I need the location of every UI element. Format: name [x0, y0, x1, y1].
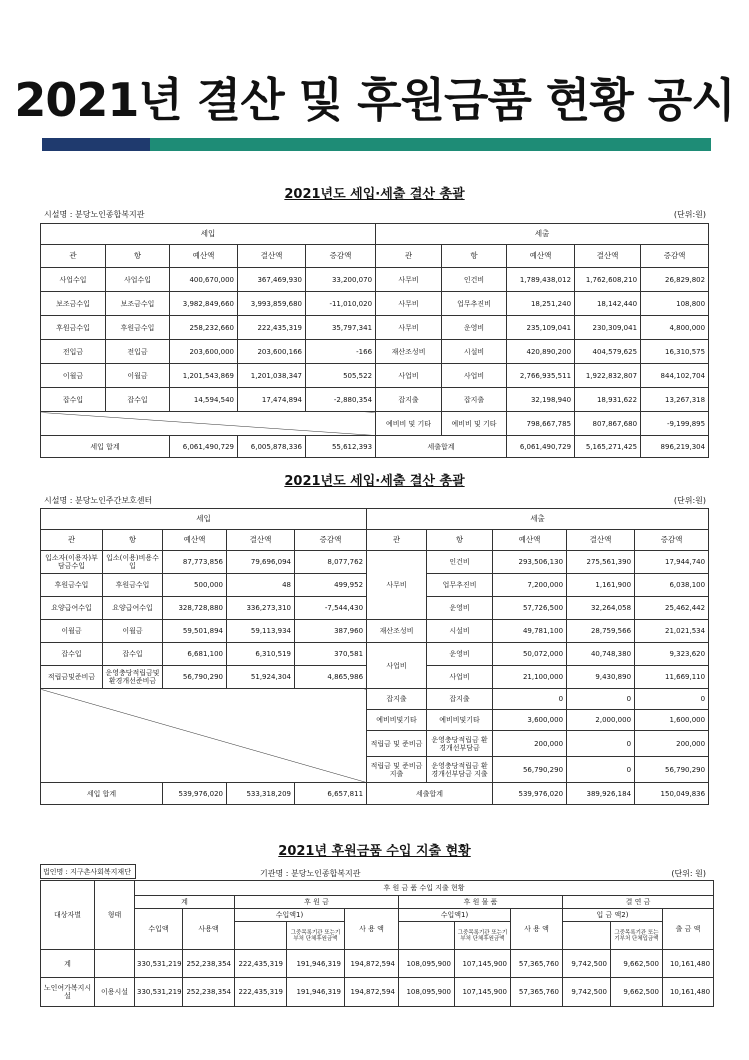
- column-header: 예산액: [507, 245, 575, 268]
- title-underline-right: [150, 138, 711, 151]
- top-header: 후 원 금 품 수입 지출 현황: [135, 881, 714, 896]
- table-cell: 입소(이용)비용수입: [103, 551, 163, 574]
- column-header: 증감액: [306, 245, 376, 268]
- table-cell: 9,662,500: [611, 950, 663, 978]
- table-cell: 14,594,540: [170, 388, 238, 412]
- column-header: 관: [41, 530, 103, 551]
- table-cell: 387,960: [295, 620, 367, 643]
- expense-total-label: 세출합계: [367, 783, 493, 805]
- column-header: 증감액: [635, 530, 709, 551]
- table-cell: 사업수입: [106, 268, 170, 292]
- table-cell: 370,581: [295, 643, 367, 666]
- goods-income-blank: [399, 922, 455, 950]
- table-cell: 33,200,070: [306, 268, 376, 292]
- table-cell: 13,267,318: [641, 388, 709, 412]
- group-money: 후 원 금: [235, 896, 399, 909]
- table-cell: 1,201,038,347: [238, 364, 306, 388]
- column-header: 증감액: [295, 530, 367, 551]
- section1-facility: 시설명 : 분당노인종합복지관: [44, 210, 145, 219]
- table-row: [41, 292, 709, 316]
- table-cell: 4,865,986: [295, 666, 367, 689]
- table-cell: 191,946,319: [287, 978, 345, 1007]
- table-row: [41, 268, 709, 292]
- table-cell: 108,095,900: [399, 978, 455, 1007]
- income-total-diff: 6,657,811: [295, 783, 367, 805]
- column-header: 결산액: [567, 530, 635, 551]
- section1-unit: (단위:원): [673, 210, 706, 219]
- expense-header: 세출: [367, 509, 709, 530]
- table-cell: 0: [493, 689, 567, 710]
- table-cell: 사무비: [376, 292, 442, 316]
- section3-table: [40, 880, 714, 1007]
- table-cell: 1,600,000: [635, 710, 709, 731]
- table-cell: 87,773,856: [163, 551, 227, 574]
- table-cell: 798,667,785: [507, 412, 575, 436]
- table-cell: 예비비 및 기타: [442, 412, 507, 436]
- table-cell: 6,310,519: [227, 643, 295, 666]
- table-row: [41, 388, 709, 412]
- table-row: [41, 316, 709, 340]
- table-cell: 예비비및기타: [427, 710, 493, 731]
- table-cell: 잡수입: [41, 643, 103, 666]
- column-header: 예산액: [170, 245, 238, 268]
- table-cell: 28,759,566: [567, 620, 635, 643]
- section3-unit: (단위: 원): [671, 869, 706, 878]
- table-cell: 사업비: [427, 666, 493, 689]
- table-cell: 17,944,740: [635, 551, 709, 574]
- table-cell: 업무추진비: [442, 292, 507, 316]
- table-cell: 57,365,760: [511, 978, 563, 1007]
- table-cell: 336,273,310: [227, 597, 295, 620]
- expense-total-budget: 539,976,020: [493, 783, 567, 805]
- table-cell: 1,201,543,869: [170, 364, 238, 388]
- table-cell: 32,264,058: [567, 597, 635, 620]
- table-row: [41, 364, 709, 388]
- table-cell: 이월금: [41, 620, 103, 643]
- table-cell: -2,880,354: [306, 388, 376, 412]
- table-cell: 예비비 및 기타: [376, 412, 442, 436]
- table-cell: 330,531,219: [135, 950, 183, 978]
- table-cell: 입소자(이용자)부담금수입: [41, 551, 103, 574]
- table-cell: 35,797,341: [306, 316, 376, 340]
- table-cell: 9,742,500: [563, 978, 611, 1007]
- table-cell: 107,145,900: [455, 978, 511, 1007]
- table-cell: 222,435,319: [235, 950, 287, 978]
- table-cell: 보조금수입: [41, 292, 106, 316]
- total-income: 수입액: [135, 909, 183, 950]
- table-cell: 운영비: [442, 316, 507, 340]
- column-header: 관: [41, 245, 106, 268]
- settle-outgo: 출 금 액: [663, 909, 714, 950]
- column-header: 증감액: [641, 245, 709, 268]
- table-cell: 9,662,500: [611, 978, 663, 1007]
- table-cell: 요양급여수입: [41, 597, 103, 620]
- table-cell: 330,531,219: [135, 978, 183, 1007]
- table-cell: 200,000: [493, 731, 567, 757]
- table-cell: 계: [41, 950, 95, 978]
- table-cell: 4,800,000: [641, 316, 709, 340]
- table-cell: 258,232,660: [170, 316, 238, 340]
- title-underline-left: [42, 138, 150, 151]
- expense-total-label: 세출합계: [376, 436, 507, 458]
- table-cell: [95, 950, 135, 978]
- table-cell: 후원금수입: [106, 316, 170, 340]
- column-header: 결산액: [575, 245, 641, 268]
- goods-income: 수입액1): [399, 909, 511, 922]
- table-cell: 6,681,100: [163, 643, 227, 666]
- table-cell: 3,600,000: [493, 710, 567, 731]
- table-cell: 재산조성비: [376, 340, 442, 364]
- table-cell: 9,323,620: [635, 643, 709, 666]
- table-cell: 500,000: [163, 574, 227, 597]
- table-row: [41, 950, 714, 978]
- table-cell: 예비비및기타: [367, 710, 427, 731]
- column-header: 결산액: [227, 530, 295, 551]
- table-cell: 56,790,290: [635, 757, 709, 783]
- table-cell: 222,435,319: [235, 978, 287, 1007]
- section2-unit: (단위:원): [673, 496, 706, 505]
- table-cell: 잡지출: [442, 388, 507, 412]
- expense-total-settle: 389,926,184: [567, 783, 635, 805]
- total-spend: 사용액: [183, 909, 235, 950]
- table-cell: 40,748,380: [567, 643, 635, 666]
- col-target: 대상자별: [41, 881, 95, 950]
- table-cell: 51,924,304: [227, 666, 295, 689]
- table-cell: 367,469,930: [238, 268, 306, 292]
- table-cell: 203,600,166: [238, 340, 306, 364]
- table-cell: -166: [306, 340, 376, 364]
- expense-total-diff: 150,049,836: [635, 783, 709, 805]
- income-total-label: 세입 합계: [41, 783, 163, 805]
- col-type: 형태: [95, 881, 135, 950]
- table-cell: 재산조성비: [367, 620, 427, 643]
- table-cell: 50,072,000: [493, 643, 567, 666]
- table-cell: 이월금: [103, 620, 163, 643]
- table-cell: 222,435,319: [238, 316, 306, 340]
- corp-name: 법인명 : 지구촌사회복지재단: [41, 865, 136, 879]
- income-total-settle: 533,318,209: [227, 783, 295, 805]
- table-cell: 200,000: [635, 731, 709, 757]
- table-cell: 1,161,900: [567, 574, 635, 597]
- table-cell: 7,200,000: [493, 574, 567, 597]
- group-goods: 후 원 물 품: [399, 896, 563, 909]
- table-cell: 잡지출: [367, 689, 427, 710]
- goods-spend: 사 용 액: [511, 909, 563, 950]
- table-cell: 230,309,041: [575, 316, 641, 340]
- table-cell: -11,010,020: [306, 292, 376, 316]
- table-cell: 이월금: [106, 364, 170, 388]
- column-header: 항: [103, 530, 163, 551]
- column-header: 예산액: [493, 530, 567, 551]
- table-row: [41, 340, 709, 364]
- table-cell: 9,742,500: [563, 950, 611, 978]
- table-cell: 사무비: [376, 316, 442, 340]
- table-cell: 인건비: [427, 551, 493, 574]
- table-cell: 275,561,390: [567, 551, 635, 574]
- table-cell: 400,670,000: [170, 268, 238, 292]
- table-cell: 21,021,534: [635, 620, 709, 643]
- table-cell: 26,829,802: [641, 268, 709, 292]
- income-total-diff: 55,612,393: [306, 436, 376, 458]
- table-cell: 79,696,094: [227, 551, 295, 574]
- table-cell: 운영충당적립금및환경개선준비금: [103, 666, 163, 689]
- income-total-budget: 6,061,490,729: [170, 436, 238, 458]
- money-spend: 사 용 액: [345, 909, 399, 950]
- table-cell: 운영비: [427, 597, 493, 620]
- table-cell: 203,600,000: [170, 340, 238, 364]
- table-cell: 191,946,319: [287, 950, 345, 978]
- table-cell: 56,790,290: [163, 666, 227, 689]
- table-cell: 보조금수입: [106, 292, 170, 316]
- column-header: 항: [106, 245, 170, 268]
- expense-total-budget: 6,061,490,729: [507, 436, 575, 458]
- section2-title: 2021년도 세입·세출 결산 총괄: [284, 474, 465, 489]
- table-cell: 1,789,438,012: [507, 268, 575, 292]
- table-cell: 293,506,130: [493, 551, 567, 574]
- table-cell: 시설비: [427, 620, 493, 643]
- table-cell: 3,993,859,680: [238, 292, 306, 316]
- table-cell: 사업비: [442, 364, 507, 388]
- table-cell: 요양급여수입: [103, 597, 163, 620]
- empty-diagonal-cell: [41, 689, 367, 783]
- table-cell: 전입금: [106, 340, 170, 364]
- table-cell: 807,867,680: [575, 412, 641, 436]
- group-total: 계: [135, 896, 235, 909]
- column-header: 관: [376, 245, 442, 268]
- table-cell: 인건비: [442, 268, 507, 292]
- table-cell: 59,113,934: [227, 620, 295, 643]
- table-row: [41, 689, 709, 710]
- table-cell: 0: [567, 757, 635, 783]
- table-cell: 505,522: [306, 364, 376, 388]
- table-cell: 시설비: [442, 340, 507, 364]
- table-cell: 49,781,100: [493, 620, 567, 643]
- table-cell: 18,251,240: [507, 292, 575, 316]
- table-cell: 운영충당적립금 환경개선부담금: [427, 731, 493, 757]
- section2-table: [40, 508, 709, 805]
- table-cell: 적립금및준비금: [41, 666, 103, 689]
- income-header: 세입: [41, 509, 367, 530]
- table-row: [41, 551, 709, 574]
- settle-income: 입 금 액2): [563, 909, 663, 922]
- settle-community: 그중목록기관 또는기부처 단체입금액: [611, 922, 663, 950]
- table-cell: 잡수입: [103, 643, 163, 666]
- table-cell: 18,142,440: [575, 292, 641, 316]
- table-cell: 25,462,442: [635, 597, 709, 620]
- table-cell: 6,038,100: [635, 574, 709, 597]
- table-cell: 0: [635, 689, 709, 710]
- table-cell: 107,145,900: [455, 950, 511, 978]
- table-cell: 후원금수입: [41, 574, 103, 597]
- table-cell: 235,109,041: [507, 316, 575, 340]
- table-cell: 업무추진비: [427, 574, 493, 597]
- table-cell: 108,800: [641, 292, 709, 316]
- group-settle: 결 연 금: [563, 896, 714, 909]
- income-header: 세입: [41, 224, 376, 245]
- column-header: 항: [427, 530, 493, 551]
- table-cell: 194,872,594: [345, 978, 399, 1007]
- table-cell: 48: [227, 574, 295, 597]
- table-cell: 404,579,625: [575, 340, 641, 364]
- table-cell: 10,161,480: [663, 978, 714, 1007]
- section3-title: 2021년 후원금품 수입 지출 현황: [278, 844, 471, 859]
- table-cell: 11,669,110: [635, 666, 709, 689]
- table-cell: 사업수입: [41, 268, 106, 292]
- table-cell: 8,077,762: [295, 551, 367, 574]
- table-cell: 후원금수입: [41, 316, 106, 340]
- table-cell: 전입금: [41, 340, 106, 364]
- table-cell: 2,000,000: [567, 710, 635, 731]
- table-cell: 노인여가복지시설: [41, 978, 95, 1007]
- income-total-label: 세입 합계: [41, 436, 170, 458]
- table-cell: 0: [567, 689, 635, 710]
- table-cell: 59,501,894: [163, 620, 227, 643]
- table-cell: 328,728,880: [163, 597, 227, 620]
- table-cell: 17,474,894: [238, 388, 306, 412]
- table-cell: 57,365,760: [511, 950, 563, 978]
- table-cell: -7,544,430: [295, 597, 367, 620]
- table-cell: 252,238,354: [183, 950, 235, 978]
- table-cell: -9,199,895: [641, 412, 709, 436]
- table-cell: 499,952: [295, 574, 367, 597]
- table-cell: 이월금: [41, 364, 106, 388]
- settle-income-blank: [563, 922, 611, 950]
- expense-total-diff: 896,219,304: [641, 436, 709, 458]
- table-cell: 잡지출: [376, 388, 442, 412]
- column-header: 관: [367, 530, 427, 551]
- column-header: 결산액: [238, 245, 306, 268]
- table-cell: 18,931,622: [575, 388, 641, 412]
- page-title: 2021년 결산 및 후원금품 현황 공시: [14, 73, 735, 127]
- empty-diagonal-cell: [41, 412, 376, 436]
- table-cell: 잡수입: [41, 388, 106, 412]
- table-cell: 21,100,000: [493, 666, 567, 689]
- table-cell: 잡수입: [106, 388, 170, 412]
- table-cell: 0: [567, 731, 635, 757]
- table-row: [41, 643, 709, 666]
- section1-title: 2021년도 세입·세출 결산 총괄: [284, 187, 465, 202]
- money-income-blank: [235, 922, 287, 950]
- table-cell: 2,766,935,511: [507, 364, 575, 388]
- expense-total-settle: 5,165,271,425: [575, 436, 641, 458]
- table-cell: 252,238,354: [183, 978, 235, 1007]
- table-cell: 194,872,594: [345, 950, 399, 978]
- table-cell: 사무비: [367, 551, 427, 620]
- table-cell: 후원금수입: [103, 574, 163, 597]
- goods-community: 그중목록기관 또는기부처 단체후원금액: [455, 922, 511, 950]
- table-cell: 적립금 및 준비금: [367, 731, 427, 757]
- income-total-settle: 6,005,878,336: [238, 436, 306, 458]
- column-header: 항: [442, 245, 507, 268]
- table-cell: 420,890,200: [507, 340, 575, 364]
- table-cell: 56,790,290: [493, 757, 567, 783]
- table-cell: 적립금 및 준비금 지출: [367, 757, 427, 783]
- expense-header: 세출: [376, 224, 709, 245]
- section2-facility: 시설명 : 분당노인주간보호센터: [44, 496, 153, 505]
- table-cell: 사업비: [376, 364, 442, 388]
- table-cell: 108,095,900: [399, 950, 455, 978]
- table-row: [41, 978, 714, 1007]
- table-cell: 잡지출: [427, 689, 493, 710]
- table-cell: 운영비: [427, 643, 493, 666]
- column-header: 예산액: [163, 530, 227, 551]
- money-income: 수입액1): [235, 909, 345, 922]
- table-cell: 32,198,940: [507, 388, 575, 412]
- table-cell: 운영충당적립금 환경개선부담금 지출: [427, 757, 493, 783]
- table-cell: 10,161,480: [663, 950, 714, 978]
- table-cell: 사무비: [376, 268, 442, 292]
- table-row: [41, 620, 709, 643]
- table-cell: 16,310,575: [641, 340, 709, 364]
- table-cell: 844,102,704: [641, 364, 709, 388]
- table-cell: 57,726,500: [493, 597, 567, 620]
- table-cell: 9,430,890: [567, 666, 635, 689]
- section1-table: [40, 223, 709, 458]
- corp-name-box: [40, 864, 136, 879]
- agency-name: 기관명 : 분당노인종합복지관: [260, 869, 361, 878]
- income-total-budget: 539,976,020: [163, 783, 227, 805]
- table-cell: 사업비: [367, 643, 427, 689]
- table-cell: 이용시설: [95, 978, 135, 1007]
- table-cell: 1,762,608,210: [575, 268, 641, 292]
- money-community: 그중목록기관 또는기부처 단체후원금액: [287, 922, 345, 950]
- table-cell: 1,922,832,807: [575, 364, 641, 388]
- table-cell: 3,982,849,660: [170, 292, 238, 316]
